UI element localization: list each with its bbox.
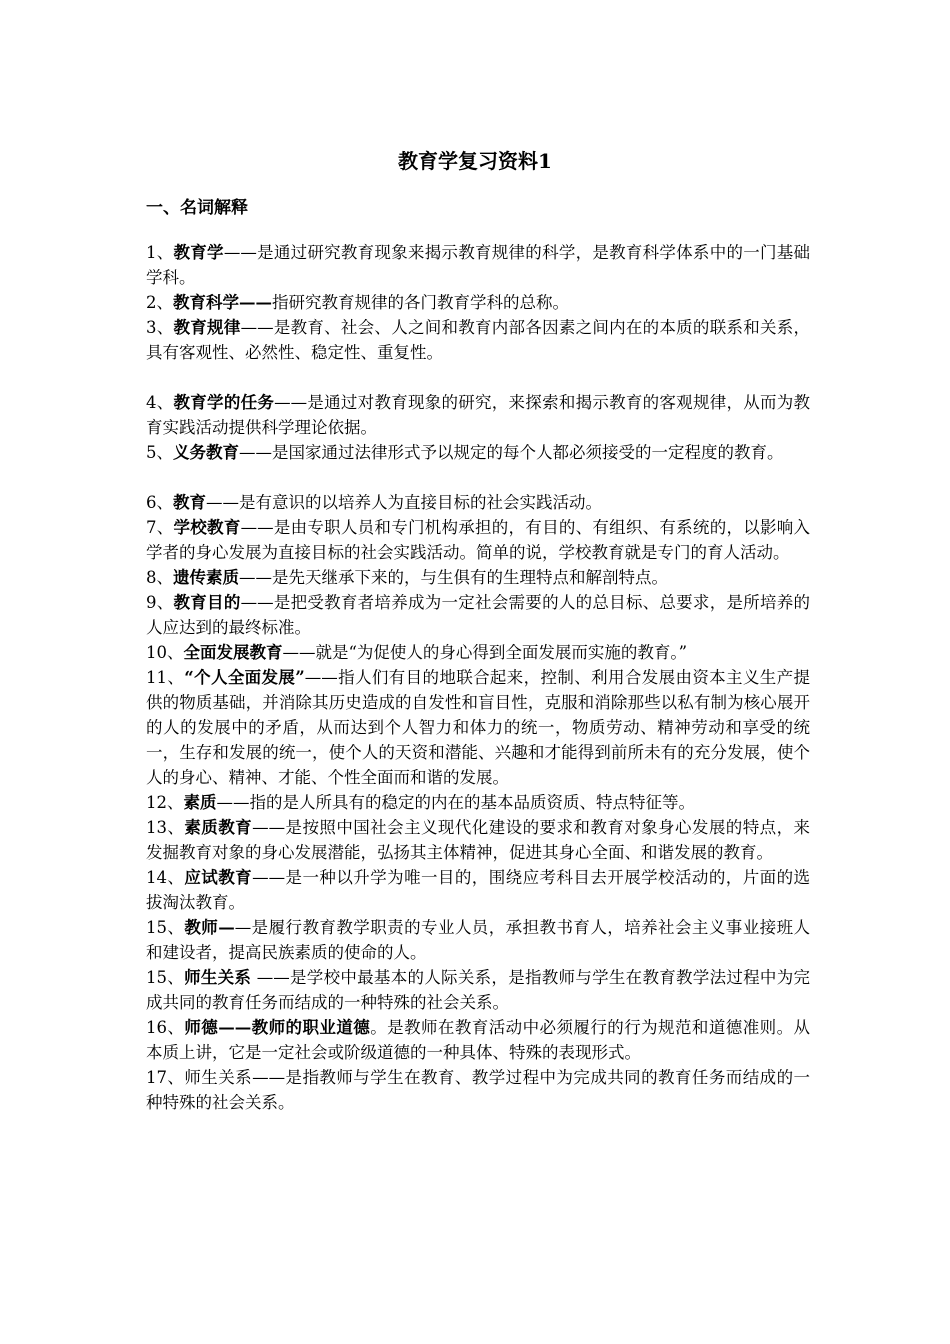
definition-entry [146, 790, 810, 815]
definition-entry [146, 315, 810, 365]
entry-number: 10、 [146, 643, 184, 662]
definition-entry [146, 490, 810, 515]
entry-number: 13、 [146, 818, 185, 837]
definition-entry [146, 240, 810, 290]
section-heading: 一、名词解释 [146, 198, 248, 218]
entry-number: 15、 [146, 968, 185, 987]
entry-term: “个人全面发展” [184, 668, 305, 687]
entry-number: 4、 [146, 393, 174, 412]
entry-term: 教育规律 [173, 318, 241, 337]
entry-number: 2、 [146, 293, 173, 312]
entry-number: 15、 [146, 918, 185, 937]
definition-entry [146, 290, 810, 315]
entry-term: 遗传素质 [173, 568, 239, 587]
definition-entry [146, 815, 810, 865]
entry-number: 5、 [146, 443, 173, 462]
entry-definition: ——是由专职人员和专门机构承担的，有目的、有组织、有系统的，以影响入学者的身心发展为直接目标的社会实践活动。简单的说，学校教育就是专门的育人活动。 [146, 518, 811, 562]
entry-number: 1、 [146, 243, 174, 262]
entry-number: 16、 [146, 1018, 185, 1037]
entry-term: 应试教育 [184, 868, 253, 887]
definition-entry [146, 915, 810, 965]
entry-number: 3、 [146, 318, 174, 337]
definition-entry [146, 1065, 810, 1115]
entry-definition: ——就是“为促使人的身心得到全面发展而实施的教育。” [282, 643, 688, 662]
definition-entry [146, 665, 810, 790]
entry-definition: ——是先天继承下来的，与生俱有的生理特点和解剖特点。 [239, 568, 668, 587]
entry-definition: 。是教师在教育活动中必须履行的行为规范和道德准则。从本质上讲，它是一定社会或阶级道德的一种具体、特殊的表现形式。 [146, 1018, 811, 1062]
entry-definition: ——是国家通过法律形式予以规定的每个人都必须接受的一定程度的教育。 [239, 443, 784, 462]
entry-term: 教育目的 [173, 593, 241, 612]
entry-number: 7、 [146, 518, 174, 537]
entry-definition: ——是学校中最基本的人际关系，是指教师与学生在教育教学法过程中为完成共同的教育任务而结成的一种特殊的社会关系。 [146, 968, 811, 1012]
definition-entry [146, 565, 810, 590]
entry-term: 教育 [173, 493, 206, 512]
entry-definition: ——指人们有目的地联合起来，控制、利用合发展由资本主义生产提供的物质基础，并消除其历史造成的自发性和盲目性，克服和消除那些以私有制为核心展开的人的发展中的矛盾，从而达到个人智力和体力的统一，物质劳动、精神劳动和享受的统一，生存和发展的统一，使个人的天资和潜能、兴趣和才能得到前所未有的充分发展，使个人的身心、精神、才能、个性全面而和谐的发展。 [146, 668, 811, 787]
entry-number: 6、 [146, 493, 173, 512]
entry-definition: ——是把受教育者培养成为一定社会需要的人的总目标、总要求，是所培养的人应达到的最终标准。 [146, 593, 811, 637]
definition-list [146, 240, 810, 1115]
entry-number: 8、 [146, 568, 173, 587]
page-title: 教育学复习资料1 [398, 149, 552, 173]
entry-number: 9、 [146, 593, 174, 612]
entry-number: 12、 [146, 793, 184, 812]
entry-term: 师生关系 [184, 968, 252, 987]
entry-term: 学校教育 [173, 518, 241, 537]
definition-entry [146, 440, 810, 465]
entry-definition: ——指的是人所具有的稳定的内在的基本品质资质、特点特征等。 [216, 793, 695, 812]
entry-definition: ——是有意识的以培养人为直接目标的社会实践活动。 [206, 493, 602, 512]
definition-entry [146, 965, 810, 1015]
entry-term: 教育学的任务 [173, 393, 275, 412]
entry-definition: —是履行教育教学职责的专业人员，承担教书育人，培养社会主义事业接班人和建设者，提高民族素质的使命的人。 [146, 918, 811, 962]
definition-entry [146, 390, 810, 440]
entry-definition: 师生关系——是指教师与学生在教育、教学过程中为完成共同的教育任务而结成的一种特殊的社会关系。 [146, 1068, 811, 1112]
definition-entry [146, 1015, 810, 1065]
definition-entry [146, 865, 810, 915]
definition-entry [146, 515, 810, 565]
definition-entry [146, 640, 810, 665]
entry-definition: ——是通过对教育现象的研究，来探索和揭示教育的客观规律，从而为教育实践活动提供科学理论依据。 [146, 393, 811, 437]
entry-definition: ——是一种以升学为唯一目的，围绕应考科目去开展学校活动的，片面的选拔淘汰教育。 [146, 868, 811, 912]
entry-number: 17、 [146, 1068, 185, 1087]
entry-number: 14、 [146, 868, 185, 887]
entry-term: 素质教育 [184, 818, 253, 837]
entry-definition: ——是通过研究教育现象来揭示教育规律的科学，是教育科学体系中的一门基础学科。 [146, 243, 811, 287]
definition-entry [146, 590, 810, 640]
entry-term: 教育科学—— [173, 293, 272, 312]
entry-term: 义务教育 [173, 443, 239, 462]
entry-definition: ——是按照中国社会主义现代化建设的要求和教育对象身心发展的特点，来发掘教育对象的身心发展潜能，弘扬其主体精神，促进其身心全面、和谐发展的教育。 [146, 818, 811, 862]
entry-number: 11、 [146, 668, 185, 687]
entry-definition: 指研究教育规律的各门教育学科的总称。 [272, 293, 569, 312]
entry-term: 教师— [184, 918, 235, 937]
entry-term: 全面发展教育 [183, 643, 283, 662]
entry-definition: ——是教育、社会、人之间和教育内部各因素之间内在的本质的联系和关系，具有客观性、必然性、稳定性、重复性。 [146, 318, 811, 362]
entry-term: 素质 [183, 793, 217, 812]
entry-term: 师德——教师的职业道德 [184, 1018, 371, 1037]
entry-term: 教育学 [173, 243, 224, 262]
